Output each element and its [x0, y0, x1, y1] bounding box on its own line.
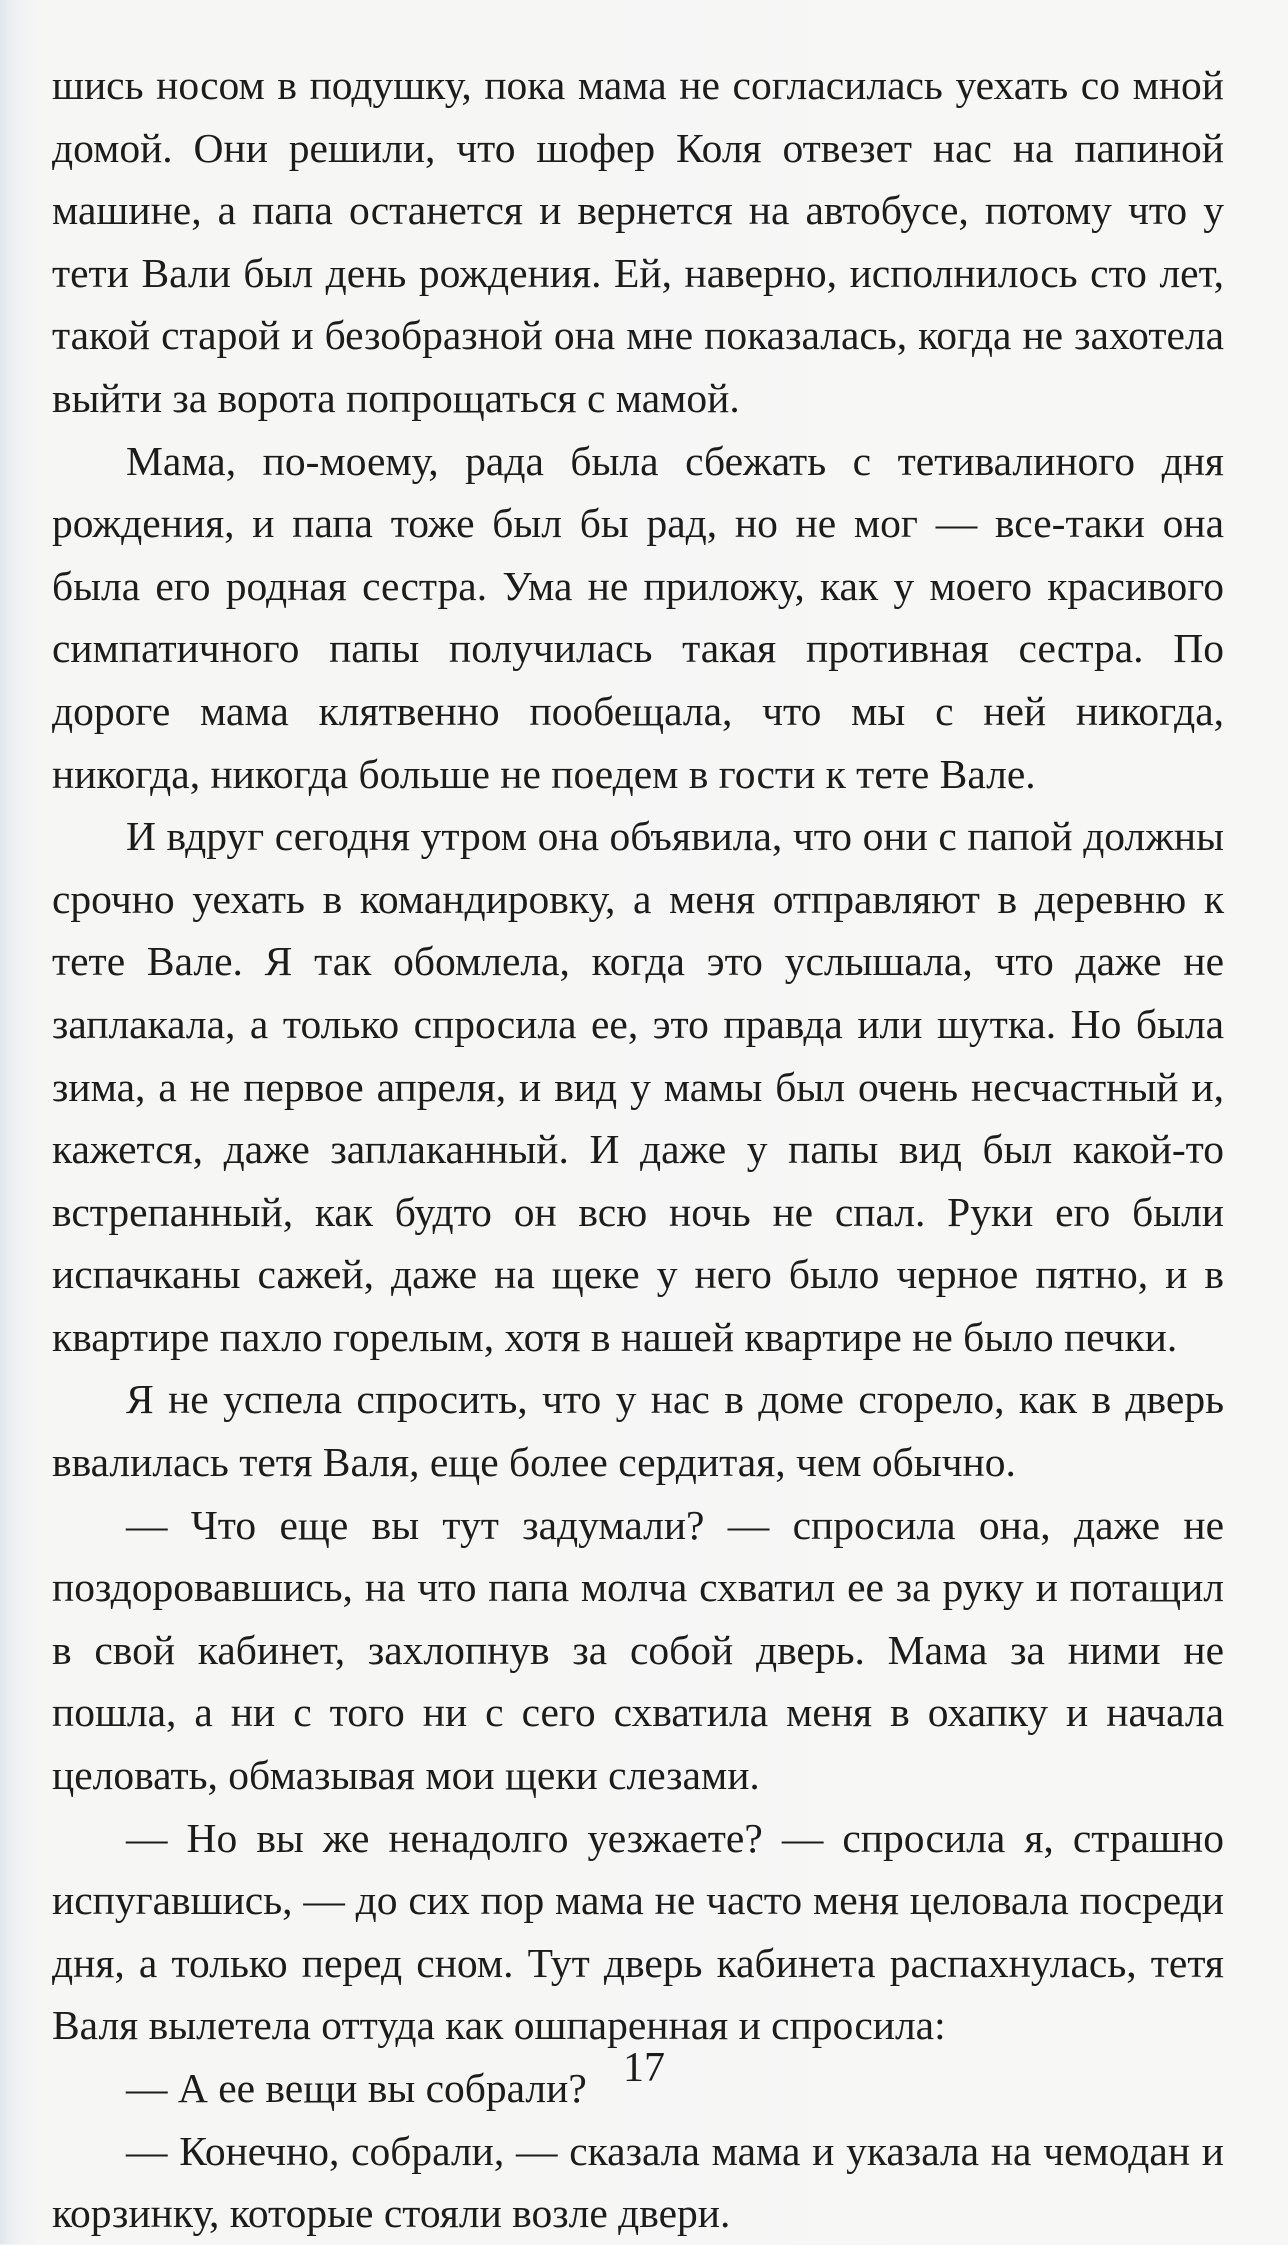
paragraph-5: — Что еще вы тут задумали? — спросила она, даже не поздоровавшись, на что папа молча схватил ее за руку и потащил в свой кабинет, захлопнув за собой дверь. Мама за ними не пошла, а ни с того ни с сего схватила меня в охапку и начала целовать, обмазывая мои щеки слезами.	[52, 1501, 1224, 1799]
body-text	[52, 54, 1224, 2245]
paragraph-2: Мама, по-моему, рада была сбежать с тетивалиного дня рождения, и папа тоже был бы рад, но не мог — все-таки она была его родная сестра. Ума не приложу, как у моего красивого симпатичного папы получилась такая противная сестра. По дороге мама клятвенно пообещала, что мы с ней никогда, никогда, никогда больше не поедем в гости к тете Вале.	[52, 437, 1224, 797]
page-number: 17	[623, 2045, 665, 2091]
paragraph-6: — Но вы же ненадолго уезжаете? — спросила я, страшно испугавшись, — до сих пор мама не часто меня целовала посреди дня, а только перед сном. Тут дверь кабинета распахнулась, тетя Валя вылетела оттуда как ошпаренная и спросила:	[52, 1814, 1224, 2049]
paragraph-7: — А ее вещи вы собрали?	[126, 2065, 587, 2111]
paragraph-1: шись носом в подушку, пока мама не согласилась уехать со мной домой. Они решили, что шофер Коля отвезет нас на папиной машине, а папа останется и вернется на автобусе, потому что у тети Вали был день рождения. Ей, наверно, исполнилось сто лет, такой старой и безобразной она мне показалась, когда не захотела выйти за ворота попрощаться с мамой.	[52, 62, 1224, 421]
paragraph-3: И вдруг сегодня утром она объявила, что они с папой должны срочно уехать в командировку, а меня отправляют в деревню к тете Вале. Я так обомлела, когда это услышала, что даже не заплакала, а только спросила ее, это правда или шутка. Но была зима, а не первое апреля, и вид у мамы был очень несчастный и, кажется, даже заплаканный. И даже у папы вид был какой-то встрепанный, как будто он всю ночь не спал. Руки его были испачканы сажей, даже на щеке у него было черное пятно, и в квартире пахло горелым, хотя в нашей квартире не было печки.	[52, 813, 1224, 1360]
paragraph-4: Я не успела спросить, что у нас в доме сгорело, как в дверь ввалилась тетя Валя, еще более сердитая, чем обычно.	[52, 1376, 1224, 1486]
paragraph-8: — Конечно, собрали, — сказала мама и указала на чемодан и корзинку, которые стояли возле двери.	[52, 2127, 1224, 2237]
